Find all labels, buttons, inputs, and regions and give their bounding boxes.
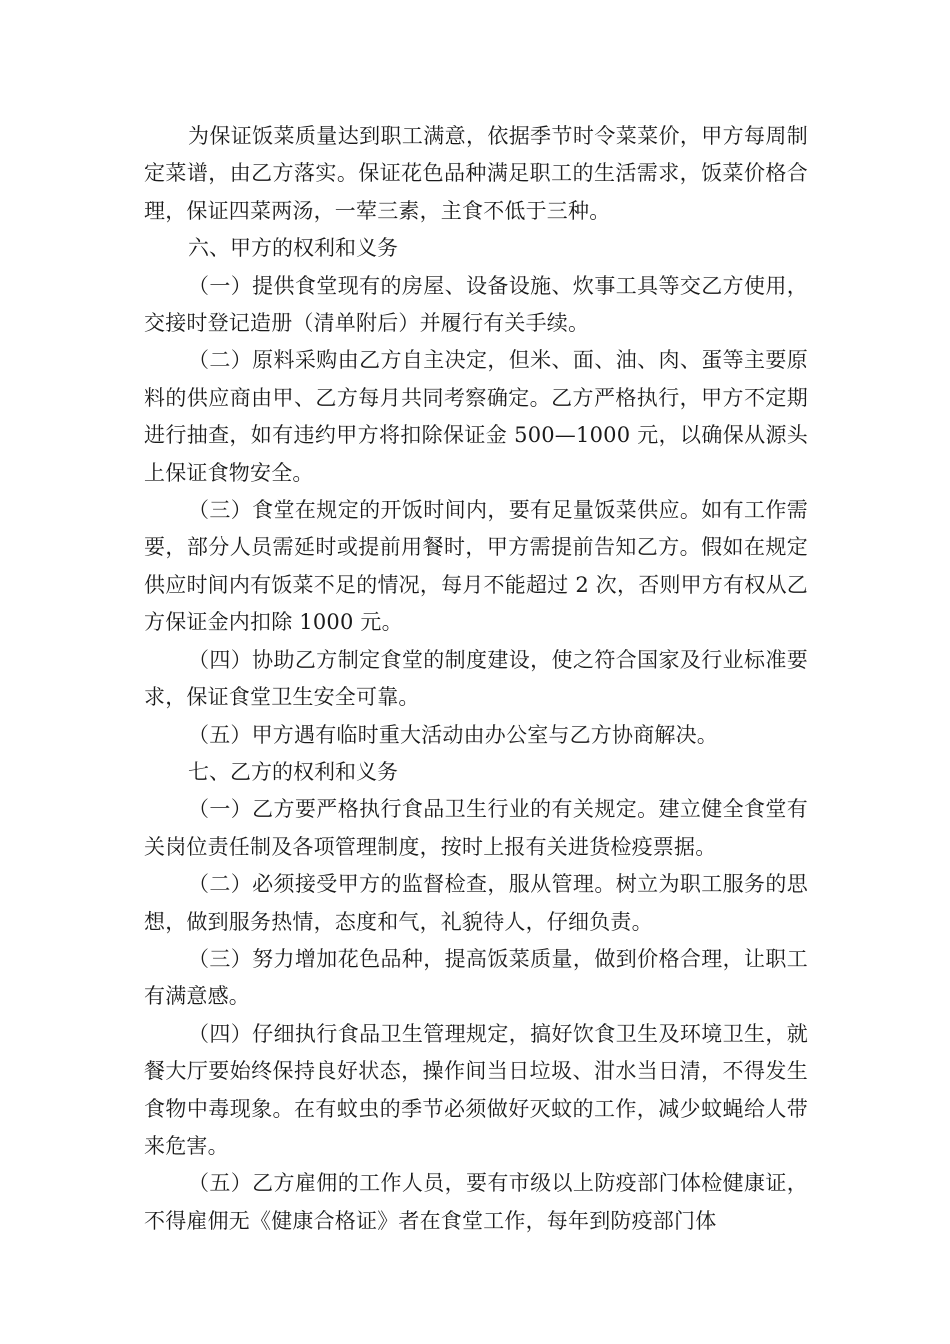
paragraph-party-a-item-3: （三）食堂在规定的开饭时间内，要有足量饭菜供应。如有工作需要，部分人员需延时或提前用餐时，甲方需提前告知乙方。假如在规定供应时间内有饭菜不足的情况，每月不能超过 2 次，否则甲方有权从乙方保证金内扣除 1000 元。 bbox=[144, 498, 808, 635]
paragraph-party-a-item-1: （一）提供食堂现有的房屋、设备设施、炊事工具等交乙方使用，交接时登记造册（清单附后）并履行有关手续。 bbox=[144, 273, 808, 336]
paragraph-party-b-item-1: （一）乙方要严格执行食品卫生行业的有关规定。建立健全食堂有关岗位责任制及各项管理制度，按时上报有关进货检疫票据。 bbox=[144, 797, 808, 859]
paragraph-party-b-item-4: （四）仔细执行食品卫生管理规定，搞好饮食卫生及环境卫生，就餐大厅要始终保持良好状态，操作间当日垃圾、泔水当日清，不得发生食物中毒现象。在有蚊虫的季节必须做好灭蚊的工作，减少蚊蝇给人带来危害。 bbox=[144, 1021, 808, 1158]
paragraph-party-a-item-5: （五）甲方遇有临时重大活动由办公室与乙方协商解决。 bbox=[188, 722, 718, 747]
document-page bbox=[144, 118, 808, 1240]
section-heading-party-a: 六、甲方的权利和义务 bbox=[188, 236, 398, 261]
paragraph-party-b-item-5: （五）乙方雇佣的工作人员，要有市级以上防疫部门体检健康证，不得雇佣无《健康合格证》者在食堂工作，每年到防疫部门体 bbox=[144, 1171, 808, 1233]
section-heading-party-b: 七、乙方的权利和义务 bbox=[188, 759, 398, 784]
paragraph-party-a-item-2: （二）原料采购由乙方自主决定，但米、面、油、肉、蛋等主要原料的供应商由甲、乙方每月共同考察确定。乙方严格执行，甲方不定期进行抽查，如有违约甲方将扣除保证金 500—1000 元，以确保从源头上保证食物安全。 bbox=[144, 348, 808, 485]
paragraph-party-b-item-2: （二）必须接受甲方的监督检查，服从管理。树立为职工服务的思想，做到服务热情，态度和气，礼貌待人，仔细负责。 bbox=[144, 872, 808, 934]
paragraph-party-b-item-3: （三）努力增加花色品种，提高饭菜质量，做到价格合理，让职工有满意感。 bbox=[144, 946, 808, 1009]
paragraph-menu-quality: 为保证饭菜质量达到职工满意，依据季节时令菜菜价，甲方每周制定菜谱，由乙方落实。保证花色品种满足职工的生活需求，饭菜价格合理，保证四菜两汤，一荤三素，主食不低于三种。 bbox=[144, 124, 808, 223]
paragraph-party-a-item-4: （四）协助乙方制定食堂的制度建设，使之符合国家及行业标准要求，保证食堂卫生安全可靠。 bbox=[144, 647, 808, 710]
